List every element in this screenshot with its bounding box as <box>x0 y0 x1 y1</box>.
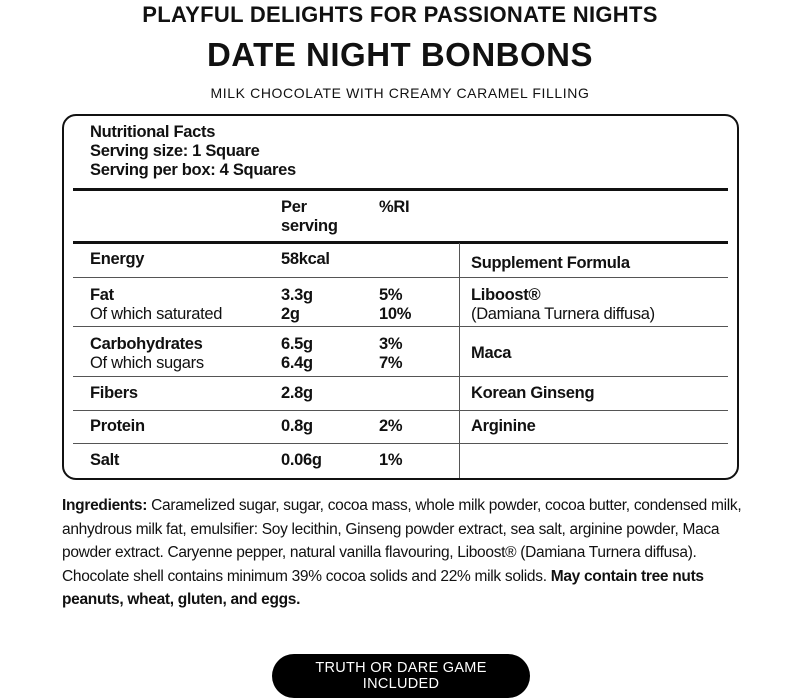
nutrition-facts-table <box>62 114 739 480</box>
divider <box>73 443 728 444</box>
ingredients-text <box>62 494 752 612</box>
supplement-item-detail: (Damiana Turnera diffusa) <box>471 305 655 323</box>
divider <box>73 410 728 411</box>
serving-per-box: Serving per box: 4 Squares <box>90 161 296 179</box>
ingredients-label: Ingredients: <box>62 497 148 514</box>
product-title: DATE NIGHT BONBONS <box>206 36 594 73</box>
row-ri: 3% <box>379 335 403 353</box>
divider <box>73 376 728 377</box>
row-ri: 2% <box>379 417 403 435</box>
row-ri: 5% <box>379 286 403 304</box>
divider <box>73 277 728 278</box>
row-value: 0.8g <box>281 417 313 435</box>
allergen-warning: May contain tree nuts peanuts, wheat, gluten, and eggs. <box>62 567 704 608</box>
row-label: Fibers <box>90 384 138 402</box>
row-ri: 1% <box>379 451 403 469</box>
row-value: 6.5g <box>281 335 313 353</box>
facts-header <box>90 123 296 180</box>
col-header-line: Per <box>281 198 307 216</box>
supplement-heading: Supplement Formula <box>471 254 630 272</box>
facts-heading: Nutritional Facts <box>90 123 216 141</box>
col-header-line: serving <box>281 217 338 235</box>
row-label: Protein <box>90 417 145 435</box>
col-header-ri: %RI <box>379 198 410 216</box>
row-sub-label: Of which saturated <box>90 305 223 323</box>
product-subtitle: MILK CHOCOLATE WITH CREAMY CARAMEL FILLING <box>210 85 590 101</box>
supplement-item: Maca <box>471 344 512 362</box>
row-value: 0.06g <box>281 451 322 469</box>
tagline: PLAYFUL DELIGHTS FOR PASSIONATE NIGHTS <box>142 2 658 27</box>
serving-size: Serving size: 1 Square <box>90 142 260 160</box>
divider <box>73 188 728 191</box>
supplement-item: Korean Ginseng <box>471 384 595 402</box>
supplement-item: Liboost® <box>471 286 541 304</box>
row-value: 2.8g <box>281 384 313 402</box>
row-value: 3.3g <box>281 286 313 304</box>
row-sub-value: 2g <box>281 305 300 323</box>
truth-or-dare-button[interactable]: TRUTH OR DARE GAME INCLUDED <box>272 654 530 698</box>
row-label: Energy <box>90 250 145 268</box>
row-label: Fat <box>90 286 114 304</box>
row-label: Salt <box>90 451 120 469</box>
row-label: Carbohydrates <box>90 335 203 353</box>
supplement-item: Arginine <box>471 417 536 435</box>
divider <box>73 326 728 327</box>
row-sub-ri: 10% <box>379 305 412 323</box>
row-sub-ri: 7% <box>379 354 403 372</box>
divider <box>73 241 728 244</box>
row-sub-label: Of which sugars <box>90 354 204 372</box>
col-header-per-serving <box>281 198 338 236</box>
ingredients-list: Caramelized sugar, sugar, cocoa mass, whole milk powder, cocoa butter, condensed milk, anhydrous milk fat, emulsifier: Soy lecithin, Ginseng powder extract, sea salt, arginine powder, Maca powder extract. Caryenne pepper, natural vanilla flavouring, Liboost® (Damiana Turnera diffusa). Chocolate shell contains minimum 39% cocoa solids and 22% milk solids. <box>62 497 742 585</box>
row-value: 58kcal <box>281 250 330 268</box>
row-sub-value: 6.4g <box>281 354 313 372</box>
